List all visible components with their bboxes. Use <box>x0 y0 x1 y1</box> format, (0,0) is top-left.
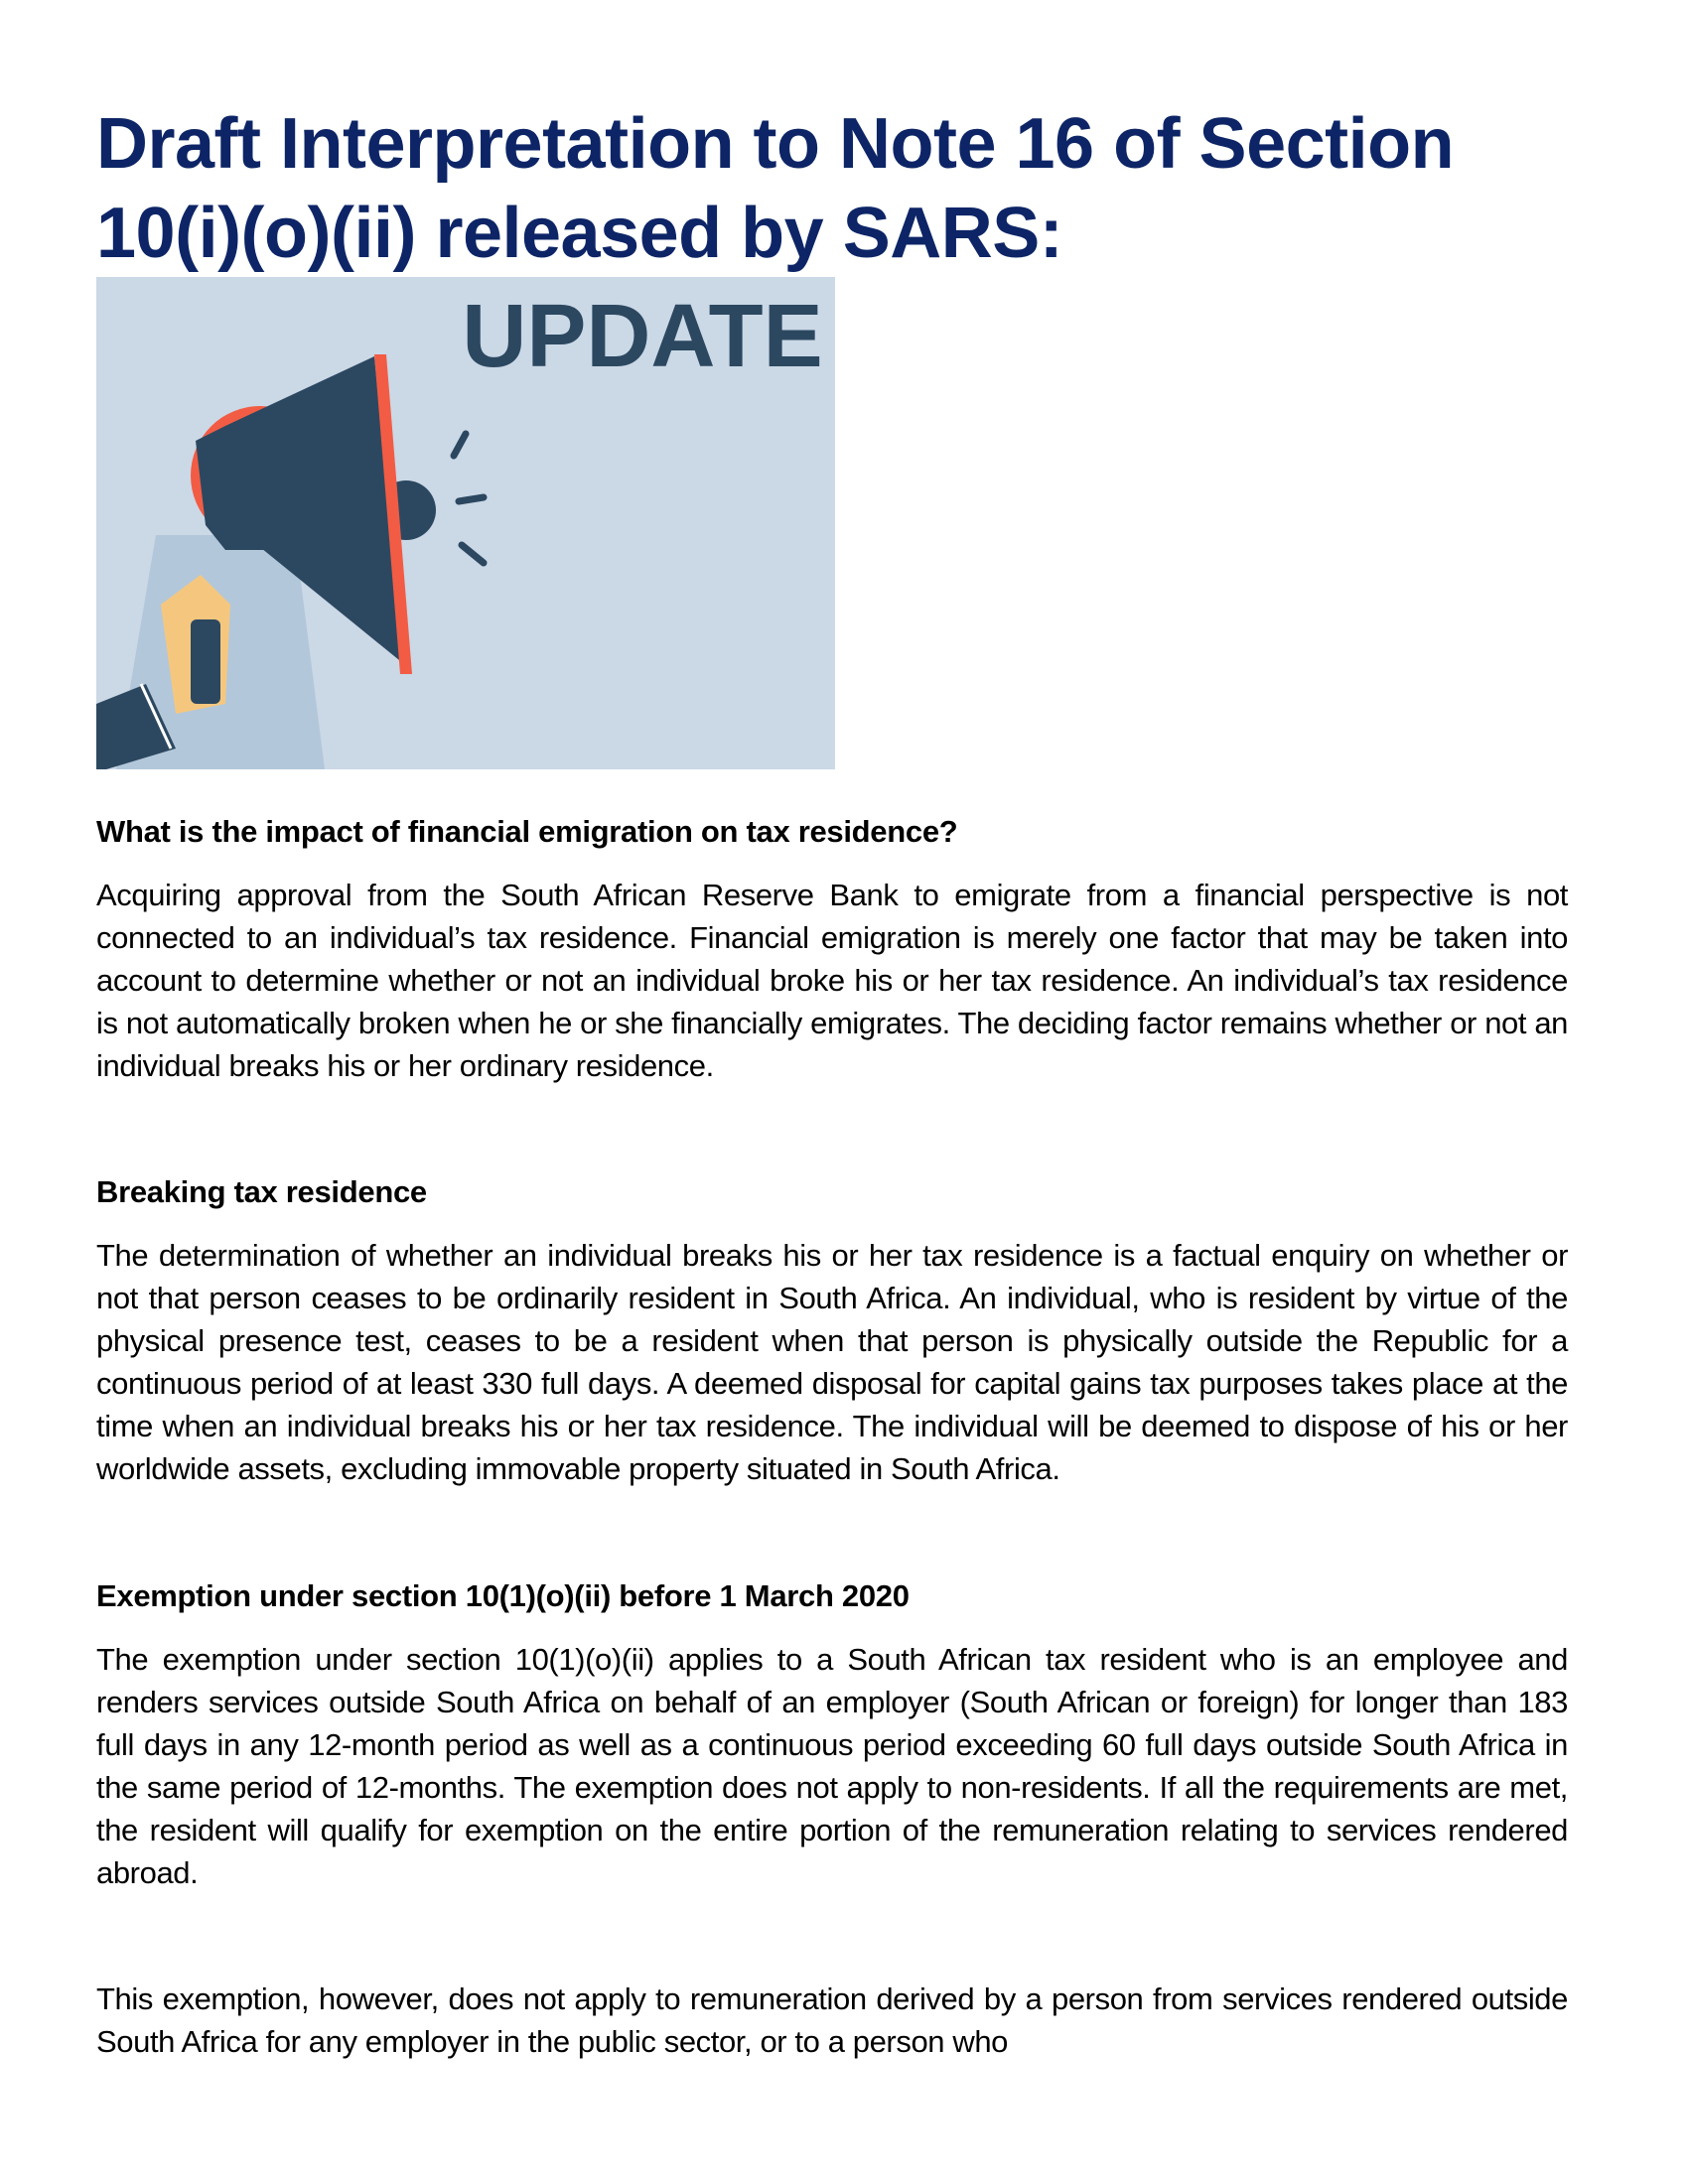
paragraph-exemption-2: This exemption, however, does not apply to remuneration derived by a person from services rendered outside South Africa for any employer in the public sector, or to a person who <box>96 1981 1568 2059</box>
paragraph-financial-emigration: Acquiring approval from the South African Reserve Bank to emigrate from a financial perspective is not connected to an individual’s tax residence. Financial emigration is merely one factor that may be taken into account to determine whether or not an individual broke his or her tax residence. An individual’s tax residence is not automatically broken when he or she financially emigrates. The deciding factor remains whether or not an individual breaks his or her ordinary residence. <box>96 878 1568 1083</box>
megaphone-icon <box>96 277 835 769</box>
section-heading-exemption: Exemption under section 10(1)(o)(ii) before 1 March 2020 <box>96 1578 910 1613</box>
paragraph-breaking-tax-residence: The determination of whether an individual breaks his or her tax residence is a factual enquiry on whether or not that person ceases to be ordinarily resident in South Africa. An individual, who is resident by virtue of the physical presence test, ceases to be a resident when that person is physically outside the Republic for a continuous period of at least 330 full days. A deemed disposal for capital gains tax purposes takes place at the time when an individual breaks his or her tax residence. The individual will be deemed to dispose of his or her worldwide assets, excluding immovable property situated in South Africa. <box>96 1238 1568 1486</box>
update-announcement-image <box>96 277 835 769</box>
paragraph-exemption-1: The exemption under section 10(1)(o)(ii) applies to a South African tax resident who is an employee and renders services outside South Africa on behalf of an employer (South African or foreign) for longer than 183 full days in any 12-month period as well as a continuous period exceeding 60 full days outside South Africa in the same period of 12-months. The exemption does not apply to non-residents. If all the requirements are met, the resident will qualify for exemption on the entire portion of the remuneration relating to services rendered abroad. <box>96 1642 1568 1890</box>
section-heading-breaking-tax-residence: Breaking tax residence <box>96 1174 427 1209</box>
update-label: UPDATE <box>462 287 823 386</box>
section-heading-financial-emigration: What is the impact of financial emigration on tax residence? <box>96 814 958 849</box>
page-title: Draft Interpretation to Note 16 of Section 10(i)(o)(ii) released by SARS: <box>96 104 1455 273</box>
